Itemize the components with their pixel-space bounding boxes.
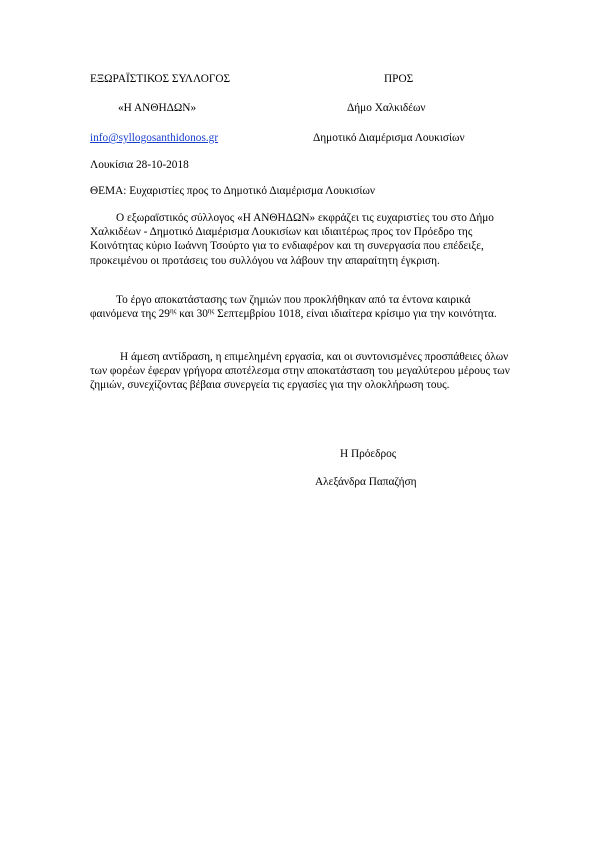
sender-email-link[interactable]: info@syllogosanthidonos.gr — [90, 132, 219, 144]
ordinal-suffix-2: ης — [207, 307, 215, 316]
subject-line: ΘΕΜΑ: Ευχαριστίες προς το Δημοτικό Διαμέρισμα Λουκισίων — [90, 185, 376, 197]
body-paragraph-3: Η άμεση αντίδραση, η επιμελημένη εργασία, και οι συντονισμένες προσπάθειες όλων των φορέων έφεραν γρήγορα αποτέλεσμα στην αποκατάσταση του μεγαλύτερου μέρους των ζημιών, συνεχίζοντας βέβαια συνεργεία τις εργασίες για την ολοκλήρωση τους. — [90, 351, 510, 392]
ordinal-suffix-1: ης — [169, 307, 177, 316]
sender-org-name: ΕΞΩΡΑΪΣΤΙΚΟΣ ΣΥΛΛΟΓΟΣ — [90, 73, 231, 85]
signature-title: Η Πρόεδρος — [340, 448, 397, 460]
body-paragraph-1: Ο εξωραϊστικός σύλλογος «Η ΑΝΘΗΔΩΝ» εκφράζει τις ευχαριστίες του στο Δήμο Χαλκιδέων - Δημοτικό Διαμέρισμα Λουκισίων και ιδιαιτέρως προς τον Πρόεδρο της Κοινότητας κύριο Ιωάννη Τσούρτο για το ενδιαφέρον και τη συνεργασία που επέδειξε, προκειμένου οι προτάσεις του συλλόγου να λάβουν την απαραίτητη έγκριση. — [90, 212, 494, 267]
paragraph-2-text-a: Το έργο αποκατάστασης των ζημιών που προκλήθηκαν από τα έντονα καιρικά φαινόμενα της 29 — [90, 294, 471, 321]
place-date: Λουκίσια 28-10-2018 — [90, 159, 189, 171]
recipient-municipality: Δήμο Χαλκιδέων — [347, 102, 426, 114]
paragraph-2-text-b: και 30 — [176, 308, 208, 321]
body-paragraph-2 — [90, 293, 515, 321]
paragraph-2-text-c: Σεπτεμβρίου 1018, είναι ιδιαίτερα κρίσιμο για την κοινότητα. — [214, 308, 497, 321]
signature-name: Αλεξάνδρα Παπαζήση — [315, 476, 417, 488]
sender-org-subtitle: «Η ΑΝΘΗΔΩΝ» — [118, 102, 197, 114]
recipient-district: Δημοτικό Διαμέρισμα Λουκισίων — [313, 132, 465, 144]
recipient-label: ΠΡΟΣ — [384, 73, 414, 85]
